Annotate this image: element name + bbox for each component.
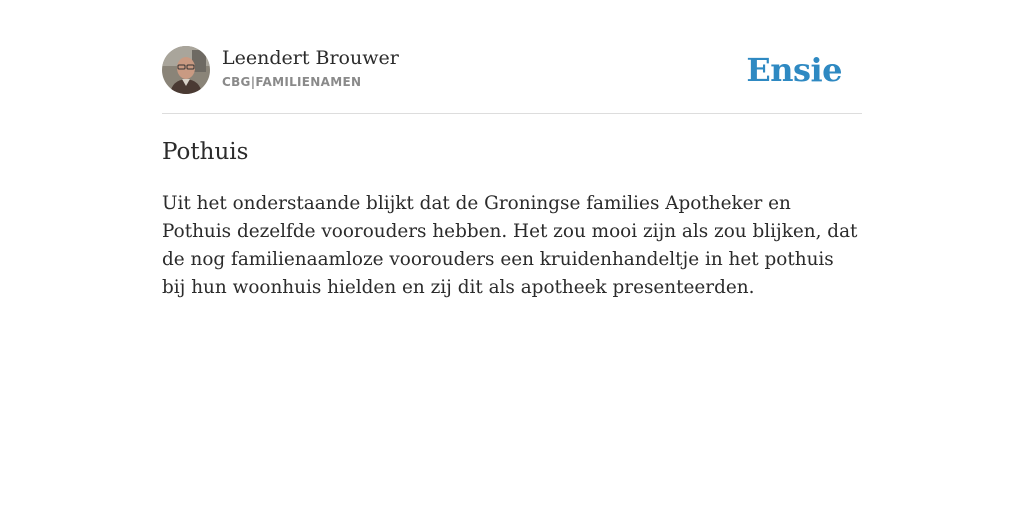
entry-header <box>162 46 862 96</box>
author-avatar[interactable] <box>162 46 210 94</box>
author-name[interactable]: Leendert Brouwer <box>222 47 399 69</box>
entry-title: Pothuis <box>162 139 249 165</box>
author-affiliation: CBG|FAMILIENAMEN <box>222 75 362 89</box>
person-photo-icon <box>162 46 210 94</box>
entry-card <box>162 0 862 512</box>
entry-body: Uit het onderstaande blijkt dat de Groningse families Apotheker en Pothuis dezelfde voorouders hebben. Het zou mooi zijn als zou blijken, dat de nog familienaamloze voorouders een kruidenhandeltje in het pothuis bij hun woonhuis hielden en zij dit als apotheek presenteerden. <box>162 193 858 298</box>
header-divider <box>162 113 862 114</box>
ensie-logo[interactable]: Ensie <box>746 51 842 89</box>
